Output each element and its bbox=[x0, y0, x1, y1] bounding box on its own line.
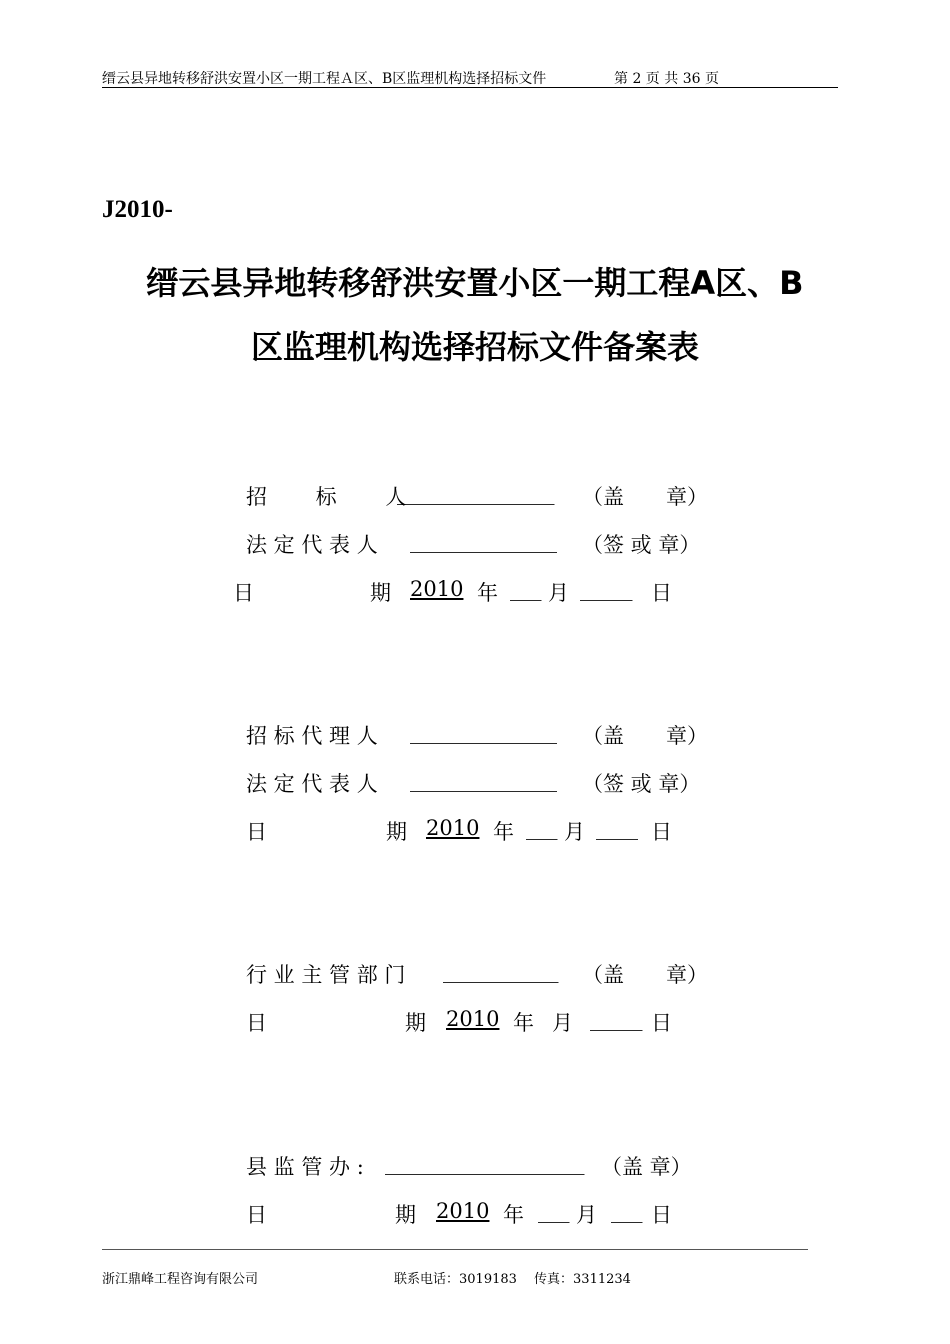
date-label-start: 日 bbox=[246, 1203, 267, 1227]
page-title-line2: 区监理机构选择招标文件备案表 bbox=[250, 328, 699, 366]
header-doc-title: 缙云县异地转移舒洪安置小区一期工程Ａ区、B区监理机构选择招标文件 bbox=[102, 71, 547, 87]
date-year-unit: 年 bbox=[513, 1011, 534, 1035]
date-label-start: 日 bbox=[246, 1011, 267, 1035]
date-month-blank: ___ bbox=[526, 816, 558, 840]
date-day-unit: 日 bbox=[651, 581, 672, 605]
document-code: J2010- bbox=[102, 196, 173, 223]
date-label-start: 日 bbox=[233, 581, 254, 605]
date-month-unit: 月 bbox=[552, 1011, 573, 1035]
tenderer-label: 招 标 人 bbox=[246, 485, 407, 509]
supervision-office-seal-note: （盖 章） bbox=[601, 1155, 692, 1179]
date-month-blank: ___ bbox=[538, 1199, 570, 1223]
date-day-unit: 日 bbox=[651, 1011, 672, 1035]
date-label-end: 期 bbox=[370, 581, 391, 605]
header-divider bbox=[102, 87, 838, 88]
date-month-unit: 月 bbox=[576, 1203, 597, 1227]
agent-label: 招 标 代 理 人 bbox=[246, 724, 378, 748]
date-year-unit: 年 bbox=[493, 820, 514, 844]
page-title-line1: 缙云县异地转移舒洪安置小区一期工程A区、B bbox=[146, 264, 804, 302]
date-month-unit: 月 bbox=[548, 581, 569, 605]
agent-legal-rep-label: 法 定 代 表 人 bbox=[246, 772, 378, 796]
date-year-unit: 年 bbox=[503, 1203, 524, 1227]
date-day-unit: 日 bbox=[651, 1203, 672, 1227]
agent-legal-rep-blank: ______________ bbox=[410, 768, 557, 792]
footer-company: 浙江鼎峰工程咨询有限公司 bbox=[102, 1272, 259, 1287]
date-label-end: 期 bbox=[405, 1011, 426, 1035]
date-year-unit: 年 bbox=[477, 581, 498, 605]
date-day-blank: _____ bbox=[580, 577, 633, 601]
date-label-end: 期 bbox=[386, 820, 407, 844]
authority-blank: ___________ bbox=[443, 959, 559, 983]
agent-seal-note: （盖 章） bbox=[582, 724, 708, 748]
agent-blank: ______________ bbox=[410, 720, 557, 744]
date-day-blank: ____ bbox=[596, 816, 638, 840]
header-page-info: 第 2 页 共 36 页 bbox=[614, 71, 719, 87]
date-label-end: 期 bbox=[395, 1203, 416, 1227]
footer-contact: 联系电话：3019183 传真：3311234 bbox=[394, 1272, 631, 1287]
tenderer-blank: _______________ bbox=[397, 481, 555, 505]
date-year: 2010 bbox=[410, 577, 464, 601]
tenderer-legal-rep-blank: ______________ bbox=[410, 529, 557, 553]
date-year: 2010 bbox=[426, 816, 480, 840]
date-label-start: 日 bbox=[246, 820, 267, 844]
tenderer-legal-rep-sign-note: （签 或 章） bbox=[582, 533, 701, 557]
authority-label: 行 业 主 管 部 门 bbox=[246, 963, 406, 987]
date-day-blank: ___ bbox=[611, 1199, 643, 1223]
date-day-unit: 日 bbox=[651, 820, 672, 844]
authority-seal-note: （盖 章） bbox=[582, 963, 708, 987]
date-month-unit: 月 bbox=[564, 820, 585, 844]
date-year: 2010 bbox=[446, 1007, 500, 1031]
date-month-blank: ___ bbox=[510, 577, 542, 601]
footer-divider bbox=[102, 1249, 808, 1250]
supervision-office-blank: ___________________ bbox=[385, 1151, 585, 1175]
tenderer-seal-note: （盖 章） bbox=[582, 485, 708, 509]
agent-legal-rep-sign-note: （签 或 章） bbox=[582, 772, 701, 796]
date-day-blank: _____ bbox=[590, 1007, 643, 1031]
supervision-office-label: 县 监 管 办 : bbox=[246, 1155, 364, 1179]
tenderer-legal-rep-label: 法 定 代 表 人 bbox=[246, 533, 378, 557]
date-year: 2010 bbox=[436, 1199, 490, 1223]
